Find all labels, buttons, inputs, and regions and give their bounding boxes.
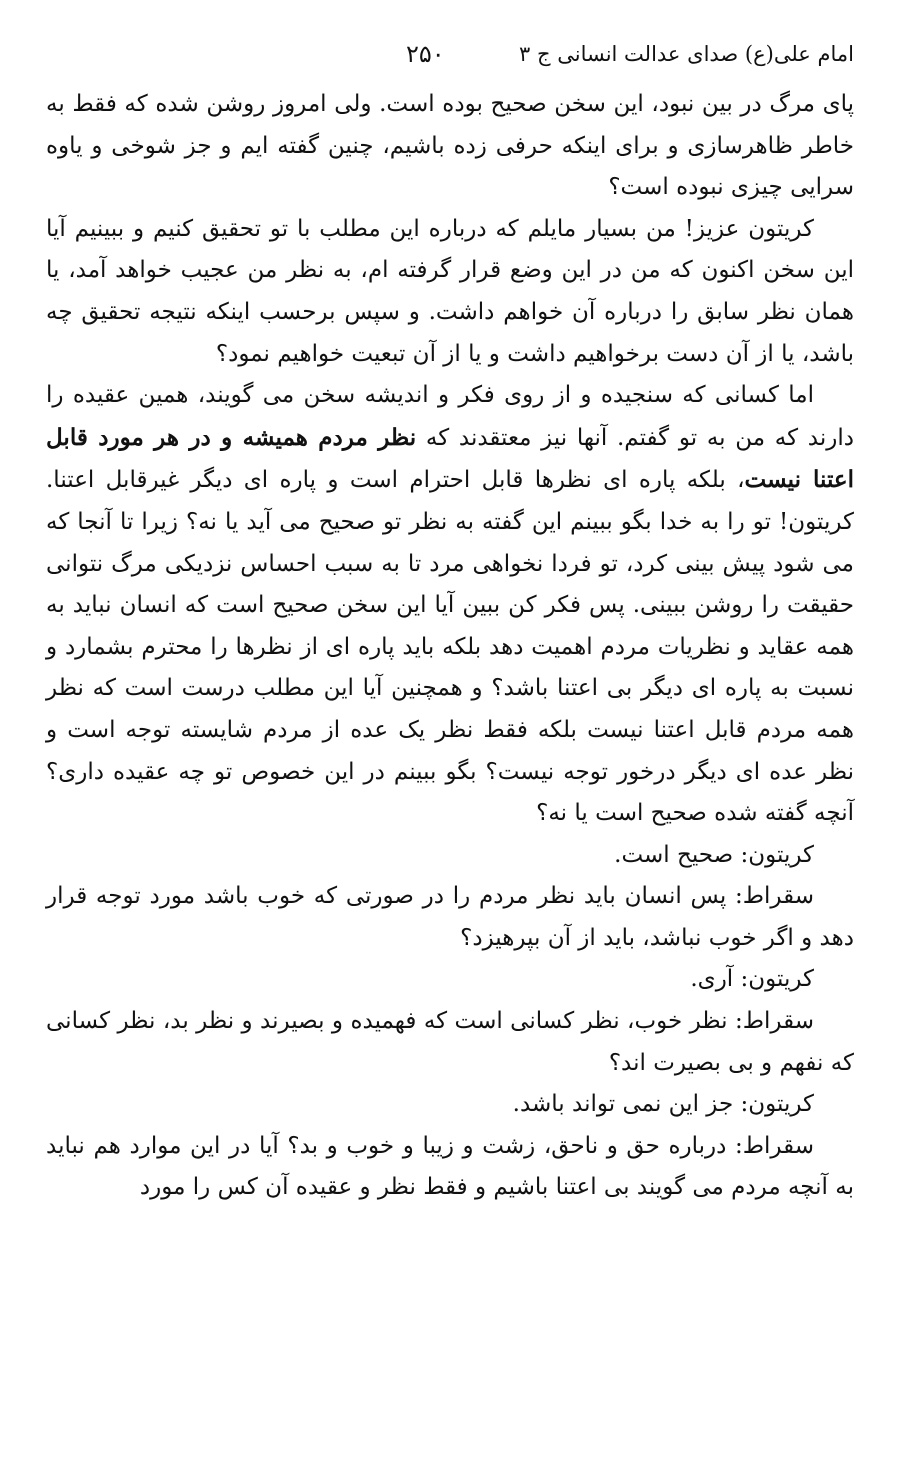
dialogue-socrates-1 [46,876,854,959]
paragraph-text: سقراط: پس انسان باید نظر مردم را در صورتی که خوب باشد مورد توجه قرار دهد و اگر خوب نباشد، باید از آن بپرهیزد؟ [46,883,854,951]
dialogue-criton-3 [46,1084,854,1126]
paragraph-text: سقراط: نظر خوب، نظر کسانی است که فهمیده و بصیرند و نظر بد، نظر کسانی که نفهم و بی بصیرت اند؟ [46,1008,854,1076]
paragraph-text: اما کسانی که سنجیده و از روی فکر و اندیشه سخن می گویند، همین عقیده را دارند که من به تو گفتم. آنها نیز معتقدند که [46,382,855,451]
page-body [46,84,854,1209]
paragraph-2 [46,209,854,375]
page-header [46,40,854,80]
dialogue-criton-2 [46,959,854,1001]
dialogue-criton-1 [46,835,854,877]
paragraph-3 [46,375,854,835]
paragraph-text: پای مرگ در بین نبود، این سخن صحیح بوده است. ولی امروز روشن شده که فقط به خاطر ظاهرسازی و برای اینکه حرفی زده باشیم، چنین گفته ایم و جز شوخی و یاوه سرایی چیزی نبوده است؟ [46,91,854,201]
paragraph-text: کریتون عزیز! من بسیار مایلم که درباره این مطلب با تو تحقیق کنیم و ببینیم آیا این سخن اکنون که من در این وضع قرار گرفته ام، به نظر من عجیب خواهد آمد، یا همان نظر سابق را درباره آن خواهم داشت. و سپس برحسب اینکه نتیجه تحقیق چه باشد، یا از آن دست برخواهیم داشت و یا از آن تبعیت خواهیم نمود؟ [46,215,854,367]
page-number: ۲۵۰ [406,40,445,68]
paragraph-text: کریتون: صحیح است. [614,841,814,868]
paragraph-text: سقراط: درباره حق و ناحق، زشت و زیبا و خوب و بد؟ آیا در این موارد هم نباید به آنچه مردم می گویند بی اعتنا باشیم و فقط نظر و عقیده آن کس را مورد [46,1132,854,1201]
paragraph-text: ، بلکه پاره ای نظرها قابل احترام است و پاره ای دیگر غیرقابل اعتنا. کریتون! تو را به خدا بگو ببینم این گفته به نظر تو صحیح می آید یا نه؟ زیرا تا آنجا که می شود پیش بینی کرد، تو فردا نخواهی مرد تا به سبب احساس نزدیکی مرگ نتوانی حقیقت را روشن ببینی. پس فکر کن ببین آیا این سخن صحیح است که انسان نباید به همه عقاید و نظریات مردم اهمیت دهد بلکه باید پاره ای از نظرها را محترم بشمارد و نسبت به پاره ای دیگر بی اعتنا باشد؟ و همچنین آیا این مطلب درست است که نظر همه مردم قابل اعتنا نیست بلکه فقط نظر یک عده از مردم شایسته توجه است و نظر عده ای دیگر درخور توجه نیست؟ بگو ببینم در این خصوص تو چه عقیده داری؟ آنچه گفته شده صحیح است یا نه؟ [46,467,854,827]
dialogue-socrates-3 [46,1126,854,1209]
paragraph-text: کریتون: آری. [690,966,814,993]
paragraph-1 [46,84,854,209]
bold-emphasis: نظر مردم همیشه و در هر مورد قابل اعتنا نیست [46,423,854,494]
dialogue-socrates-2 [46,1001,854,1084]
book-title: امام علی(ع) صدای عدالت انسانی ج ۳ [519,42,854,66]
paragraph-text: کریتون: جز این نمی تواند باشد. [512,1091,814,1118]
